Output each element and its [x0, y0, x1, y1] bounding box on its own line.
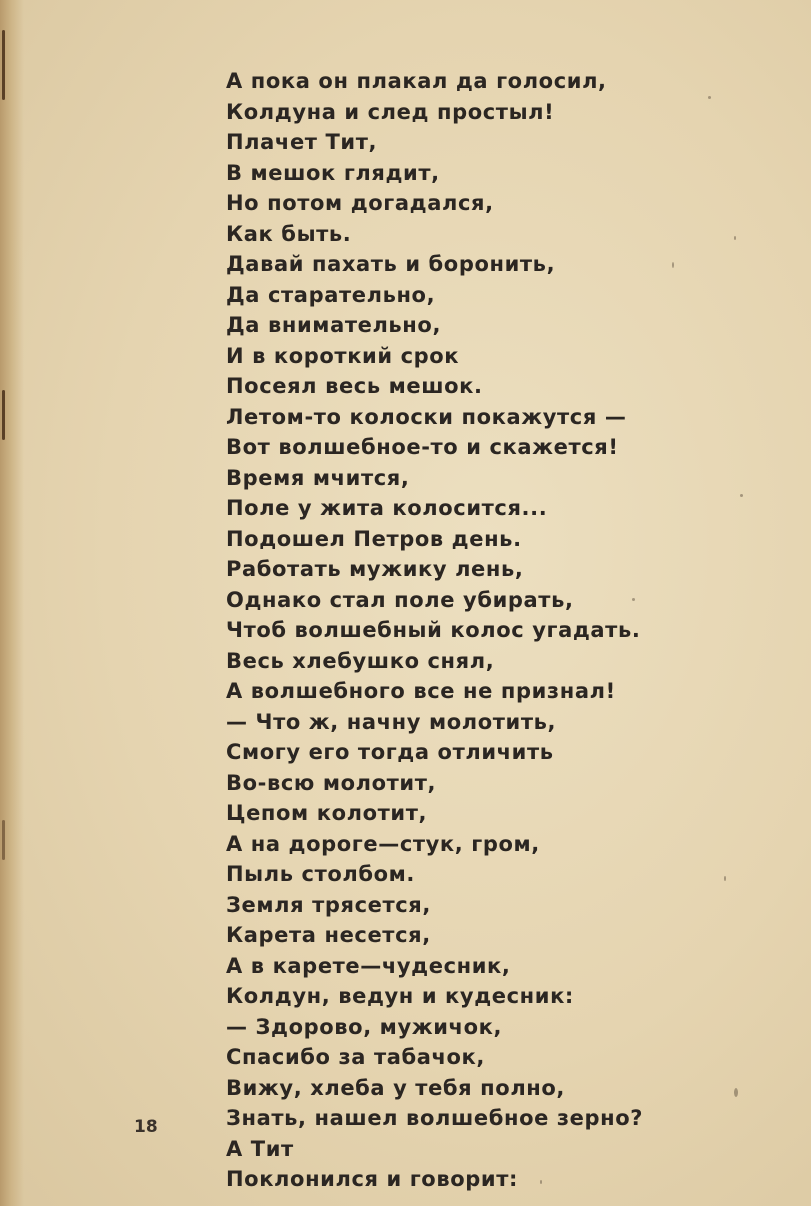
poem-line: — Что ж, начну молотить,	[226, 709, 557, 734]
paper-speck	[708, 96, 711, 99]
poem-line: Карета несется,	[226, 923, 431, 947]
poem-line: А волшебного все не признал!	[226, 679, 616, 703]
poem-line: А на дороге—стук, гром,	[226, 831, 540, 856]
paper-speck	[740, 494, 743, 497]
poem-line: Знать, нашел волшебное зерно?	[226, 1106, 644, 1130]
poem-line: Во-всю молотит,	[226, 770, 437, 795]
poem-line: Но потом догадался,	[226, 191, 494, 215]
paper-speck	[724, 876, 726, 881]
poem-line: В мешок глядит,	[226, 160, 440, 185]
poem-line: Время мчится,	[226, 465, 410, 490]
poem-line: Да внимательно,	[226, 313, 442, 337]
poem-line: Подошел Петров день.	[226, 526, 522, 551]
poem-line: И в короткий срок	[226, 343, 460, 368]
poem-line: Цепом колотит,	[226, 801, 428, 825]
paper-speck	[540, 1180, 542, 1184]
poem-line: Плачет Тит,	[226, 130, 378, 154]
paper-speck	[672, 262, 674, 268]
poem-line: Летом-то колоски покажутся —	[226, 404, 627, 429]
poem-line: Чтоб волшебный колос угадать.	[226, 618, 641, 642]
poem-line: А пока он плакал да голосил,	[226, 69, 607, 93]
poem-line: Весь хлебушко снял,	[226, 648, 495, 673]
binding-mark	[2, 30, 5, 100]
poem-line: Колдун, ведун и кудесник:	[226, 984, 574, 1008]
page-binding-edge	[0, 0, 24, 1206]
poem-line: А Тит	[226, 1136, 294, 1161]
poem-line: Давай пахать и боронить,	[226, 252, 556, 276]
poem-line: Вижу, хлеба у тебя полно,	[226, 1075, 566, 1100]
poem-line: Да старательно,	[226, 282, 436, 307]
poem-line: Однако стал поле убирать,	[226, 587, 574, 612]
poem-line: — Здорово, мужичок,	[226, 1014, 503, 1039]
paper-speck	[632, 598, 635, 601]
paper-speck	[734, 236, 736, 240]
binding-mark	[2, 390, 5, 440]
poem-line: Как быть.	[226, 221, 352, 246]
poem-line: Колдуна и след простыл!	[226, 99, 555, 124]
poem-line: Пыль столбом.	[226, 862, 415, 886]
poem-line: Поклонился и говорит:	[226, 1167, 518, 1191]
page-number: 18	[134, 1117, 158, 1137]
paper-speck	[734, 1088, 738, 1097]
poem-line: Земля трясется,	[226, 892, 431, 917]
poem-line: Поле у жита колосится...	[226, 496, 548, 520]
poem-line: Смогу его тогда отличить	[226, 740, 554, 764]
binding-mark	[2, 820, 5, 860]
poem-line: Спасибо за табачок,	[226, 1045, 485, 1069]
poem-line: Посеял весь мешок.	[226, 374, 483, 398]
poem-line: А в карете—чудесник,	[226, 953, 511, 978]
poem-line: Работать мужику лень,	[226, 557, 524, 581]
poem-text	[226, 66, 786, 1195]
poem-line: Вот волшебное-то и скажется!	[226, 435, 619, 459]
